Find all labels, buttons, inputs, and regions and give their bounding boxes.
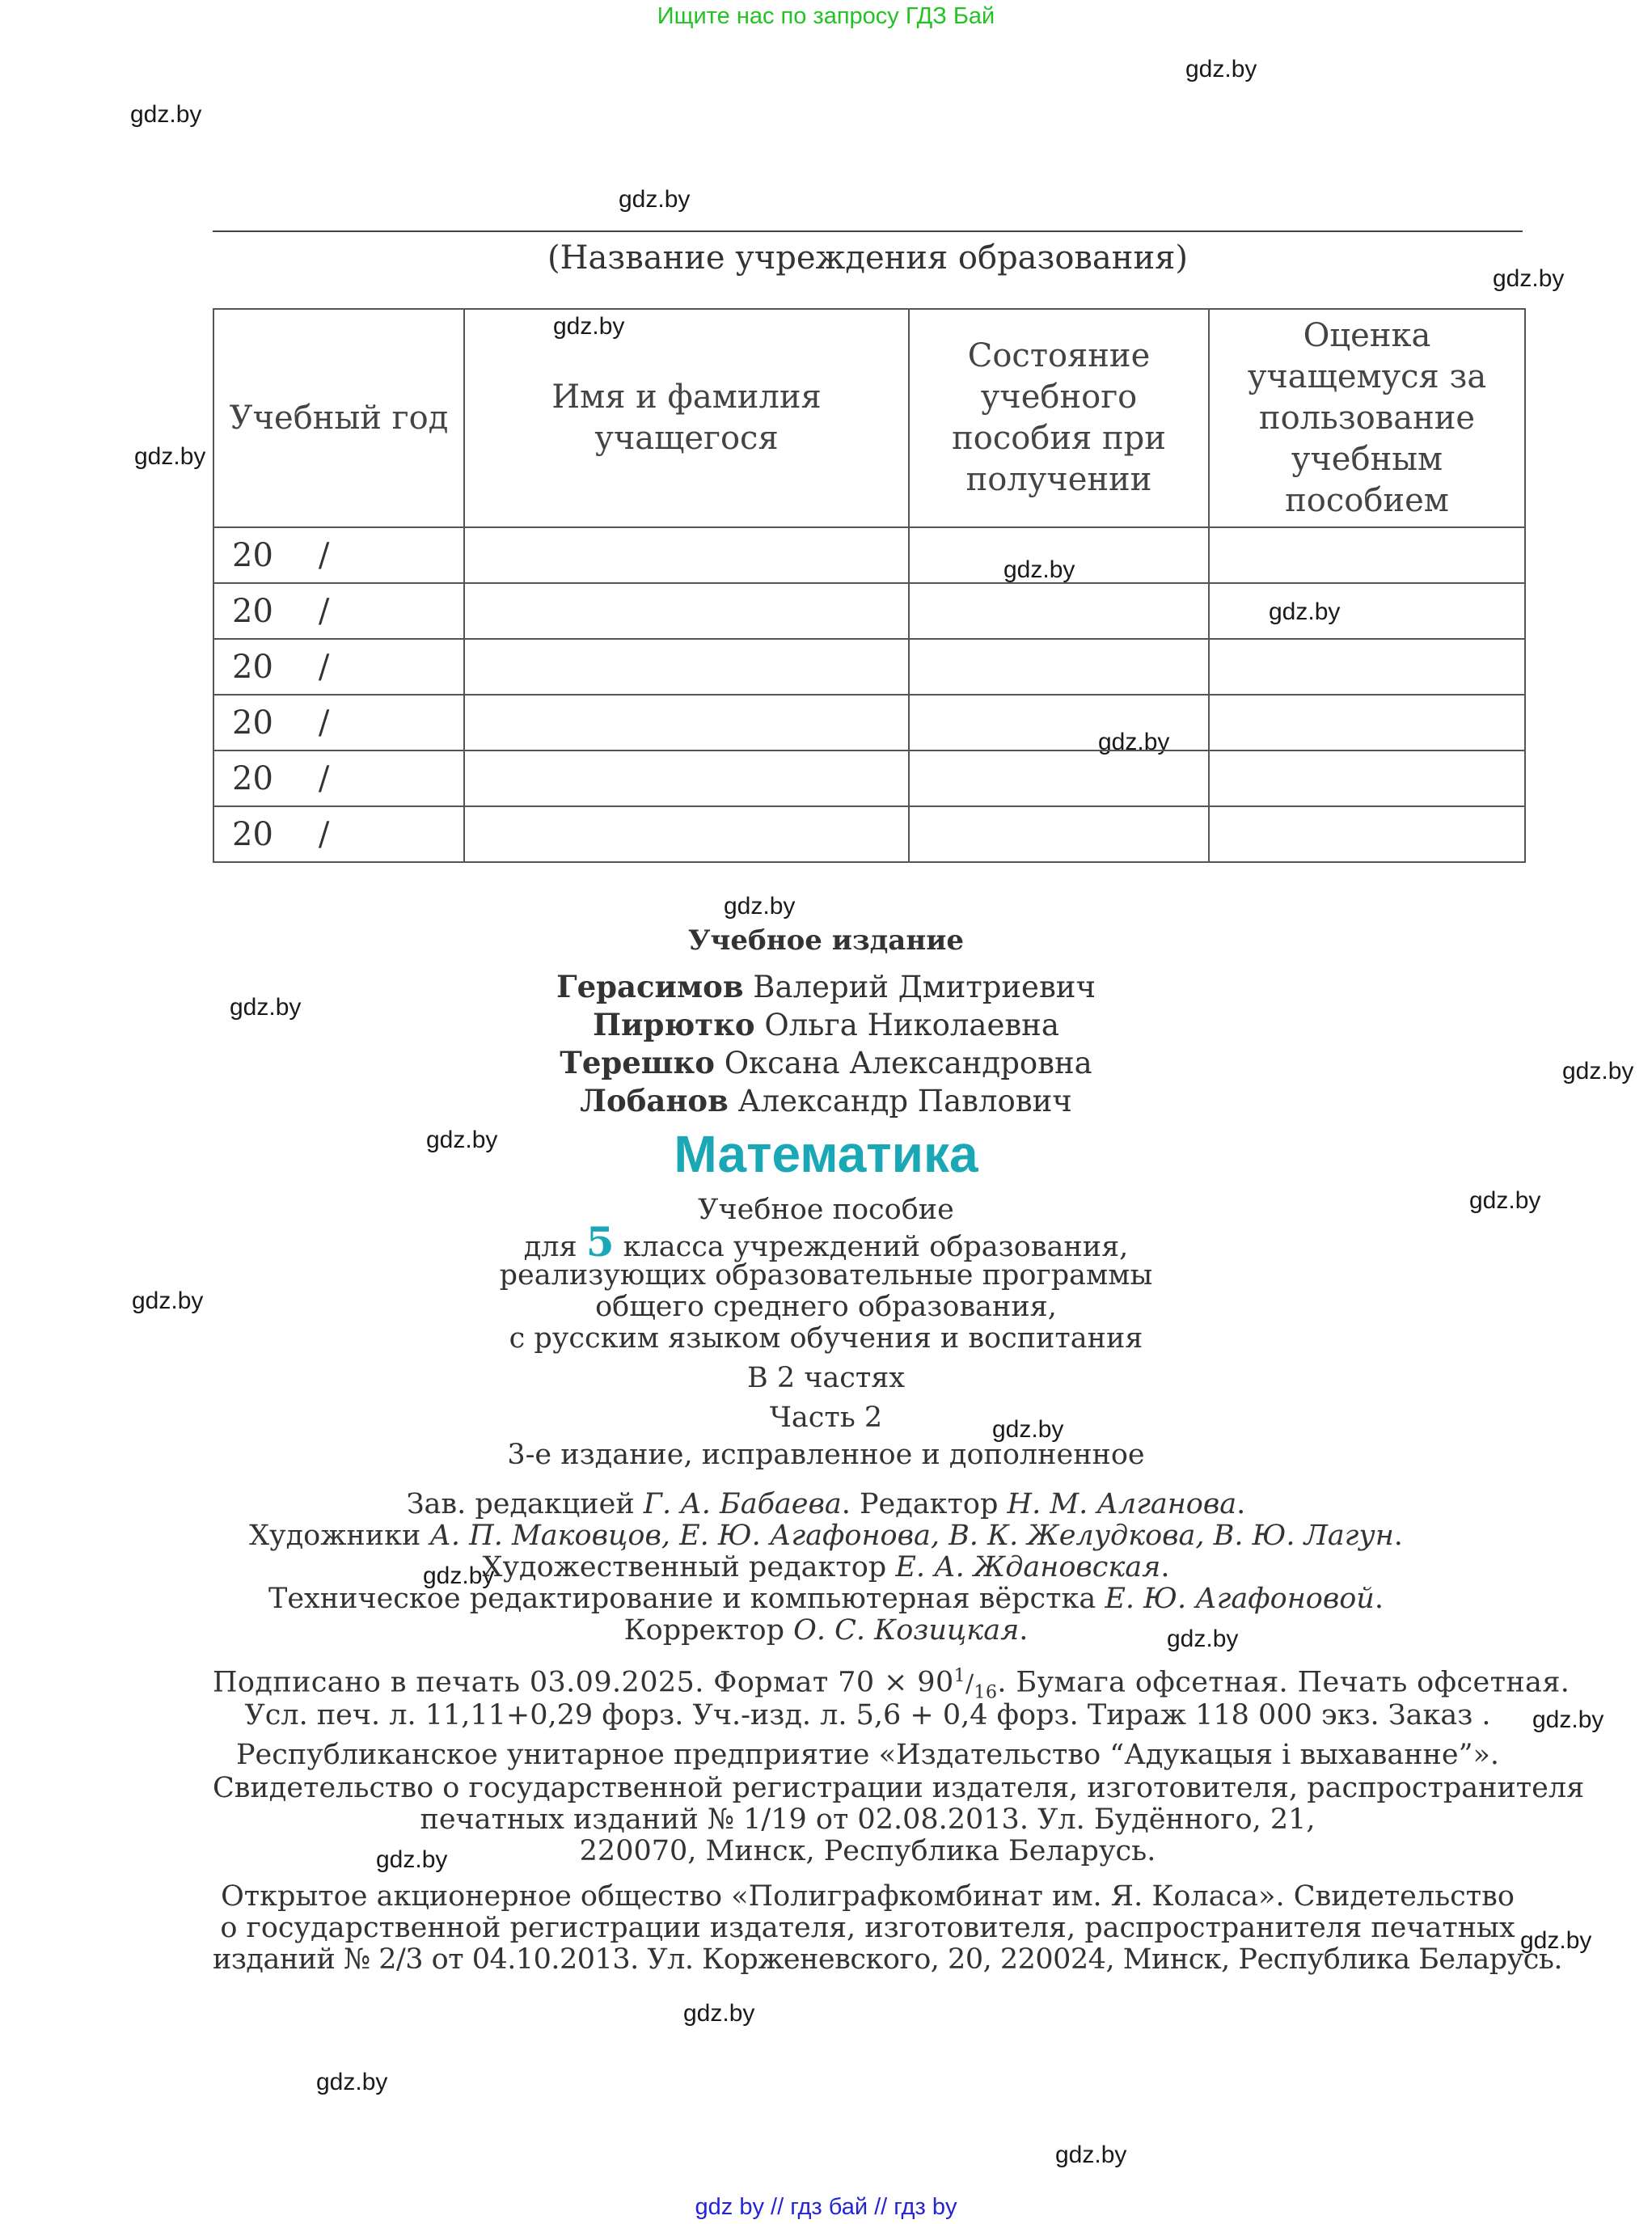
edition-type: Учебное издание: [687, 924, 965, 957]
watermark: gdz.by: [1269, 598, 1341, 625]
print-info-line: Усл. печ. л. 11,11+0,29 форз. Уч.-изд. л. 5,6 + 0,4 форз. Тираж 118 000 экз. Заказ .: [244, 1699, 1491, 1731]
credit-punct: .: [1160, 1551, 1170, 1583]
year-cell: [213, 583, 464, 639]
printer-line: Открытое акционерное общество «Полиграфкомбинат им. Я. Коласа». Свидетельство: [221, 1880, 1515, 1913]
bottom-banner[interactable]: gdz by // гдз бай // гдз by: [695, 2194, 957, 2220]
year-cell: [213, 639, 464, 695]
watermark: gdz.by: [1185, 56, 1257, 82]
institution-label: (Название учреждения образования): [547, 239, 1188, 277]
table-row: [213, 695, 1525, 750]
watermark: gdz.by: [683, 2000, 755, 2027]
grade-cell: [1209, 695, 1525, 750]
credit-person: Н. М. Алганова: [1007, 1488, 1237, 1520]
description-line: с русским языком обучения и воспитания: [509, 1322, 1143, 1355]
year-prefix: 20: [232, 815, 273, 853]
institution-rule: [213, 230, 1523, 232]
watermark: gdz.by: [619, 186, 691, 213]
description-line: Учебное пособие: [698, 1194, 954, 1226]
watermark: gdz.by: [230, 994, 302, 1021]
credit-role: Корректор: [623, 1614, 784, 1647]
author-line: [0, 969, 1652, 1004]
condition-cell: [909, 527, 1209, 583]
year-slash: /: [318, 815, 330, 853]
credit-role: . Редактор: [841, 1488, 999, 1520]
description-line: общего среднего образования,: [595, 1291, 1057, 1323]
watermark: gdz.by: [1493, 265, 1565, 292]
watermark: gdz.by: [376, 1846, 448, 1873]
table-row: [213, 806, 1525, 862]
year-prefix: 20: [232, 648, 273, 686]
watermark: gdz.by: [1167, 1626, 1239, 1652]
student-cell: [464, 583, 909, 639]
publisher-line: Свидетельство о государственной регистрации издателя, изготовителя, распространителя: [213, 1772, 1585, 1804]
year-slash: /: [318, 648, 330, 686]
condition-cell: [909, 639, 1209, 695]
year-cell: [213, 695, 464, 750]
grade-number: 5: [585, 1218, 615, 1266]
table-row: [213, 639, 1525, 695]
grade-cell: [1209, 639, 1525, 695]
author-surname: Герасимов: [556, 969, 744, 1004]
year-prefix: 20: [232, 759, 273, 797]
condition-cell: [909, 806, 1209, 862]
description-line: реализующих образовательные программы: [499, 1259, 1153, 1292]
year-slash: /: [318, 592, 330, 630]
format-sup: 1: [953, 1666, 966, 1686]
author-name: Оксана Александровна: [724, 1046, 1092, 1080]
edition-number: 3-е издание, исправленное и дополненное: [507, 1439, 1145, 1471]
author-name: Валерий Дмитриевич: [753, 970, 1096, 1004]
author-surname: Терешко: [560, 1045, 715, 1080]
credit-punct: .: [1393, 1520, 1403, 1552]
table-row: [213, 583, 1525, 639]
student-cell: [464, 750, 909, 806]
year-slash: /: [318, 704, 330, 742]
year-prefix: 20: [232, 704, 273, 742]
table-row: [213, 527, 1525, 583]
credit-punct: .: [1019, 1614, 1029, 1647]
watermark: gdz.by: [1055, 2142, 1127, 2168]
usage-register-table: [213, 308, 1526, 863]
column-header-year: Учебный год: [213, 309, 464, 527]
credit-person: О. С. Козицкая: [793, 1614, 1020, 1647]
watermark: gdz.by: [1532, 1706, 1604, 1733]
print-info-text: Подписано в печать 03.09.2025. Формат 70 × 90: [213, 1666, 954, 1699]
credits-line: [0, 1583, 1652, 1615]
watermark: gdz.by: [1098, 729, 1170, 755]
watermark: gdz.by: [1003, 556, 1075, 583]
condition-cell: [909, 583, 1209, 639]
credit-role: Художники: [249, 1520, 421, 1552]
watermark: gdz.by: [992, 1416, 1064, 1443]
watermark: gdz.by: [132, 1287, 204, 1314]
author-surname: Пирютко: [593, 1007, 755, 1042]
top-banner[interactable]: Ищите нас по запросу ГДЗ Бай: [657, 3, 995, 29]
grade-cell: [1209, 527, 1525, 583]
credits-line: [0, 1520, 1652, 1552]
grade-cell: [1209, 806, 1525, 862]
watermark: gdz.by: [134, 443, 206, 470]
author-name: Александр Павлович: [737, 1084, 1072, 1118]
watermark: gdz.by: [724, 893, 796, 920]
student-cell: [464, 527, 909, 583]
watermark: gdz.by: [423, 1562, 495, 1589]
credit-person: А. П. Маковцов, Е. Ю. Агафонова, В. К. Желудкова, В. Ю. Лагун: [429, 1520, 1394, 1552]
student-cell: [464, 695, 909, 750]
year-cell: [213, 750, 464, 806]
watermark: gdz.by: [553, 313, 625, 340]
condition-cell: [909, 750, 1209, 806]
column-header-student: Имя и фамилия учащегося: [464, 309, 909, 527]
publisher-line: печатных изданий № 1/19 от 02.08.2013. Ул. Будённого, 21,: [420, 1803, 1316, 1836]
column-header-grade: Оценка учащемуся за пользование учебным пособием: [1209, 309, 1525, 527]
parts-count: В 2 частях: [746, 1362, 906, 1394]
printer-line: изданий № 2/3 от 04.10.2013. Ул. Корженевского, 20, 220024, Минск, Республика Беларусь.: [213, 1943, 1563, 1976]
credits-line: [0, 1614, 1652, 1647]
student-cell: [464, 639, 909, 695]
credit-punct: .: [1374, 1583, 1384, 1615]
credit-punct: .: [1236, 1488, 1246, 1520]
watermark: gdz.by: [1562, 1058, 1634, 1085]
grade-cell: [1209, 750, 1525, 806]
year-cell: [213, 806, 464, 862]
watermark: gdz.by: [130, 101, 202, 128]
author-line: [0, 1083, 1652, 1118]
year-slash: /: [318, 536, 330, 574]
printer-line: о государственной регистрации издателя, изготовителя, распространителя печатных: [220, 1912, 1515, 1944]
year-prefix: 20: [232, 536, 273, 574]
grade-cell: [1209, 583, 1525, 639]
year-slash: /: [318, 759, 330, 797]
publisher-line: 220070, Минск, Республика Беларусь.: [579, 1835, 1156, 1867]
print-info-line: Подписано в печать 03.09.2025. Формат $70 \times 90^1/_{16}$. Бумага офсетная. Печать офсетная.: [213, 1666, 1570, 1703]
author-line: [0, 1007, 1652, 1042]
print-info-text: . Бумага офсетная. Печать офсетная.: [997, 1666, 1570, 1699]
credit-role: Зав. редакцией: [406, 1488, 635, 1520]
table-header-row: [213, 309, 1525, 527]
table-row: [213, 750, 1525, 806]
student-cell: [464, 806, 909, 862]
credits-line: [0, 1488, 1652, 1520]
author-name: Ольга Николаевна: [764, 1008, 1059, 1042]
credit-person: Е. Ю. Агафоновой: [1105, 1583, 1375, 1615]
watermark: gdz.by: [316, 2069, 388, 2095]
credit-role: Художественный редактор: [482, 1551, 887, 1583]
credits-line: [0, 1551, 1652, 1583]
grade-suffix: класса учреждений образования,: [623, 1231, 1129, 1263]
credit-person: Е. А. Ждановская: [895, 1551, 1161, 1583]
watermark: gdz.by: [1520, 1927, 1592, 1954]
watermark: gdz.by: [1469, 1187, 1541, 1214]
author-surname: Лобанов: [580, 1083, 729, 1118]
format-sub: 16: [974, 1682, 998, 1703]
condition-cell: [909, 695, 1209, 750]
credit-person: Г. А. Бабаева: [643, 1488, 842, 1520]
book-title: Математика: [674, 1125, 978, 1183]
author-line: [0, 1045, 1652, 1080]
credit-role: Техническое редактирование и компьютерная вёрстка: [268, 1583, 1096, 1615]
column-header-condition: Состояние учебного пособия при получении: [909, 309, 1209, 527]
year-cell: [213, 527, 464, 583]
year-prefix: 20: [232, 592, 273, 630]
part-number: Часть 2: [769, 1402, 883, 1434]
watermark: gdz.by: [426, 1127, 498, 1153]
publisher-line: Республиканское унитарное предприятие «Издательство “Адукацыя і выхаванне”».: [235, 1739, 1500, 1771]
grade-prefix: для: [523, 1231, 577, 1263]
